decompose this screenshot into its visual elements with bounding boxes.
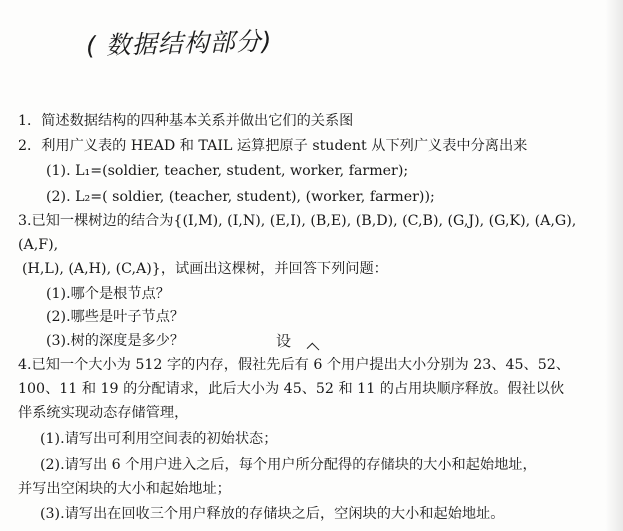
handwritten-correction: 设 [276, 332, 292, 350]
question-2-part-1: (1). L₁=(soldier, teacher, student, worker, farmer); [46, 163, 409, 179]
question-4-line-2: 100、11 和 19 的分配请求，此后大小为 45、52 和 11 的占用块顺序释放。假社以伙 [18, 381, 565, 397]
question-1-line: 1．简述数据结构的四种基本关系并做出它们的关系图 [18, 113, 354, 129]
page-edge-shadow [605, 0, 623, 531]
handwritten-title: ( 数据结构部分) [85, 26, 273, 61]
question-4-part-2: (2).请写出 6 个用户进入之后，每个用户所分配得的存储块的大小和起始地址， [40, 457, 537, 473]
question-4-part-3: (3).请写出在回收三个用户释放的存储块之后，空闲块的大小和起始地址。 [40, 506, 505, 522]
question-3-line-2: (A,F), [18, 237, 59, 253]
question-2-part-2: (2). L₂=( soldier, (teacher, student), (worker, farmer)); [46, 189, 435, 205]
question-4-part-2-cont: 并写出空闲块的大小和起始地址； [18, 481, 231, 497]
question-3-part-1: (1).哪个是根节点？ [46, 286, 170, 302]
insertion-caret-mark [307, 343, 320, 356]
question-4-line-1: 4.已知一个大小为 512 字的内存，假社先后有 6 个用户提出大小分别为 23、45、52、 [18, 357, 570, 373]
question-3-part-3: (3).树的深度是多少？ [46, 333, 185, 349]
question-4-part-1: (1).请写出可利用空间表的初始状态； [40, 431, 278, 447]
question-4-line-3: 伴系统实现动态存储管理， [18, 405, 189, 421]
question-3-line-1: 3.已知一棵树边的结合为{(I,M), (I,N), (E,I), (B,E), (B,D), (C,B), (G,J), (G,K), (A,G), [18, 213, 577, 229]
question-2-line: 2．利用广义表的 HEAD 和 TAIL 运算把原子 student 从下列广义表中分离出来 [18, 138, 528, 154]
question-3-line-3: (H,L), (A,H), (C,A)}，试画出这棵树，并回答下列问题： [22, 261, 388, 277]
question-3-part-2: (2).哪些是叶子节点？ [46, 309, 185, 325]
